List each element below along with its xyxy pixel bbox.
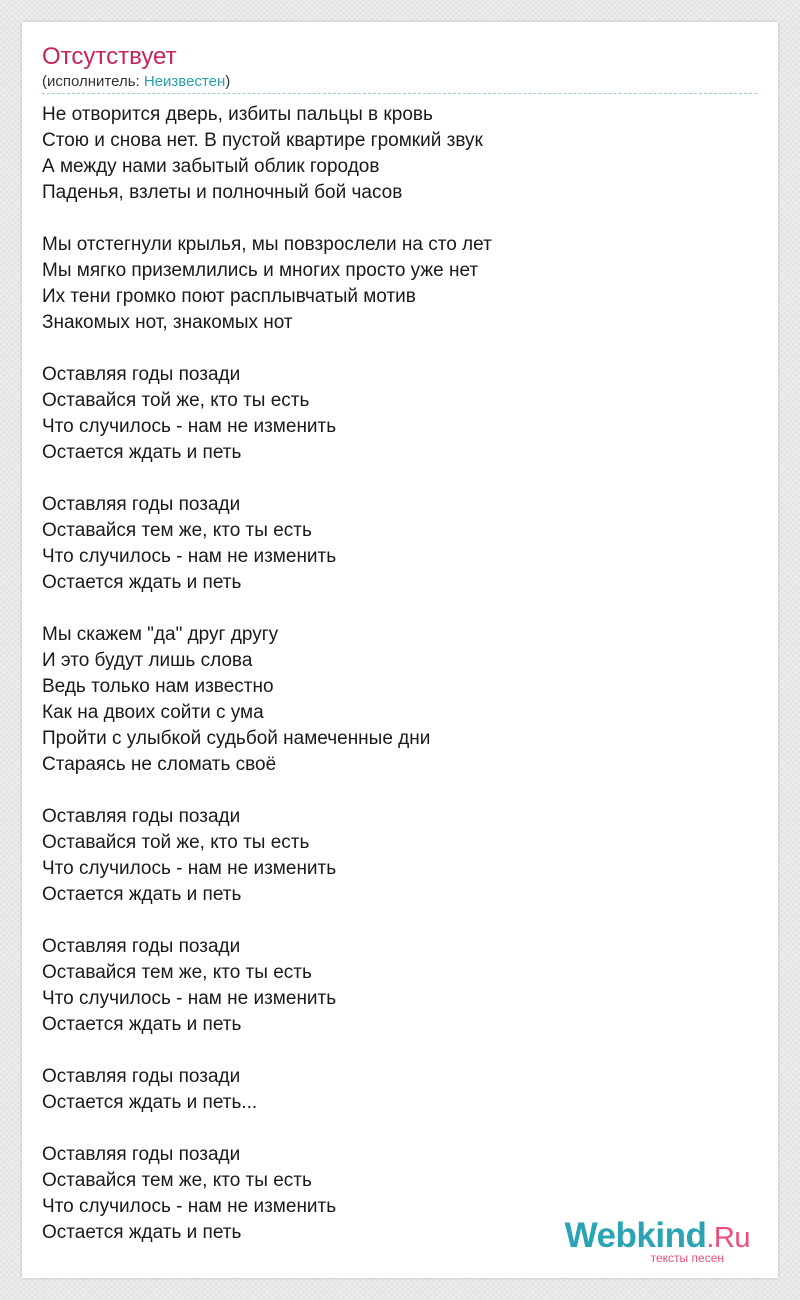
logo-tld: .Ru	[706, 1222, 750, 1254]
lyric-line: Оставляя годы позади	[42, 1144, 241, 1165]
lyric-line: Их тени громко поют расплывчатый мотив	[42, 286, 416, 307]
lyric-line: Остается ждать и петь	[42, 884, 242, 905]
lyrics-body	[42, 102, 758, 1246]
stanza	[42, 622, 758, 778]
stanza	[42, 232, 758, 336]
lyric-line: Что случилось - нам не изменить	[42, 988, 337, 1009]
artist-line	[42, 72, 230, 92]
lyric-line: Пройти с улыбкой судьбой намеченные дни	[42, 728, 431, 749]
lyric-line: Знакомых нот, знакомых нот	[42, 312, 293, 333]
lyric-line: Оставайся тем же, кто ты есть	[42, 520, 312, 541]
lyric-line: Что случилось - нам не изменить	[42, 858, 337, 879]
lyric-line: Мы отстегнули крылья, мы повзрослели на сто лет	[42, 234, 492, 255]
lyric-line: Оставайся той же, кто ты есть	[42, 390, 310, 411]
lyric-line: Паденья, взлеты и полночный бой часов	[42, 182, 403, 203]
webkind-logo[interactable]	[565, 1218, 750, 1264]
song-title: Отсутствует	[42, 43, 177, 70]
lyric-line: Не отворится дверь, избиты пальцы в кровь	[42, 104, 433, 125]
lyric-line: Как на двоих сойти с ума	[42, 702, 264, 723]
lyric-line: Стою и снова нет. В пустой квартире громкий звук	[42, 130, 483, 151]
lyric-line: Остается ждать и петь	[42, 442, 242, 463]
logo-tagline: тексты песен	[650, 1251, 724, 1265]
lyric-line: Оставляя годы позади	[42, 936, 241, 957]
stanza	[42, 1064, 758, 1116]
stanza	[42, 102, 758, 206]
stanza	[42, 934, 758, 1038]
lyric-line: Остается ждать и петь	[42, 572, 242, 593]
artist-suffix: )	[225, 73, 231, 90]
stanza	[42, 492, 758, 596]
lyric-line: Остается ждать и петь...	[42, 1092, 258, 1113]
lyric-line: Оставляя годы позади	[42, 364, 241, 385]
lyric-line: Остается ждать и петь	[42, 1014, 242, 1035]
lyric-line: Что случилось - нам не изменить	[42, 416, 337, 437]
lyric-line: И это будут лишь слова	[42, 650, 253, 671]
stanza	[42, 362, 758, 466]
lyrics-card	[22, 22, 778, 1278]
logo-brand: Webkind	[564, 1216, 707, 1255]
lyric-line: Стараясь не сломать своё	[42, 754, 277, 775]
lyric-line: Оставляя годы позади	[42, 1066, 241, 1087]
lyric-line: Оставайся тем же, кто ты есть	[42, 1170, 312, 1191]
lyric-line: А между нами забытый облик городов	[42, 156, 380, 177]
lyric-line: Оставляя годы позади	[42, 494, 241, 515]
lyric-line: Оставайся тем же, кто ты есть	[42, 962, 312, 983]
lyric-line: Оставляя годы позади	[42, 806, 241, 827]
lyric-line: Мы мягко приземлились и многих просто уже нет	[42, 260, 479, 281]
dashed-divider	[42, 93, 757, 94]
lyric-line: Остается ждать и петь	[42, 1222, 242, 1243]
lyric-line: Оставайся той же, кто ты есть	[42, 832, 310, 853]
stanza	[42, 804, 758, 908]
artist-link[interactable]: Неизвестен	[143, 73, 226, 90]
lyric-line: Мы скажем "да" друг другу	[42, 624, 279, 645]
artist-prefix: (исполнитель:	[42, 73, 144, 90]
lyric-line: Ведь только нам известно	[42, 676, 274, 697]
lyric-line: Что случилось - нам не изменить	[42, 1196, 337, 1217]
lyric-line: Что случилось - нам не изменить	[42, 546, 337, 567]
